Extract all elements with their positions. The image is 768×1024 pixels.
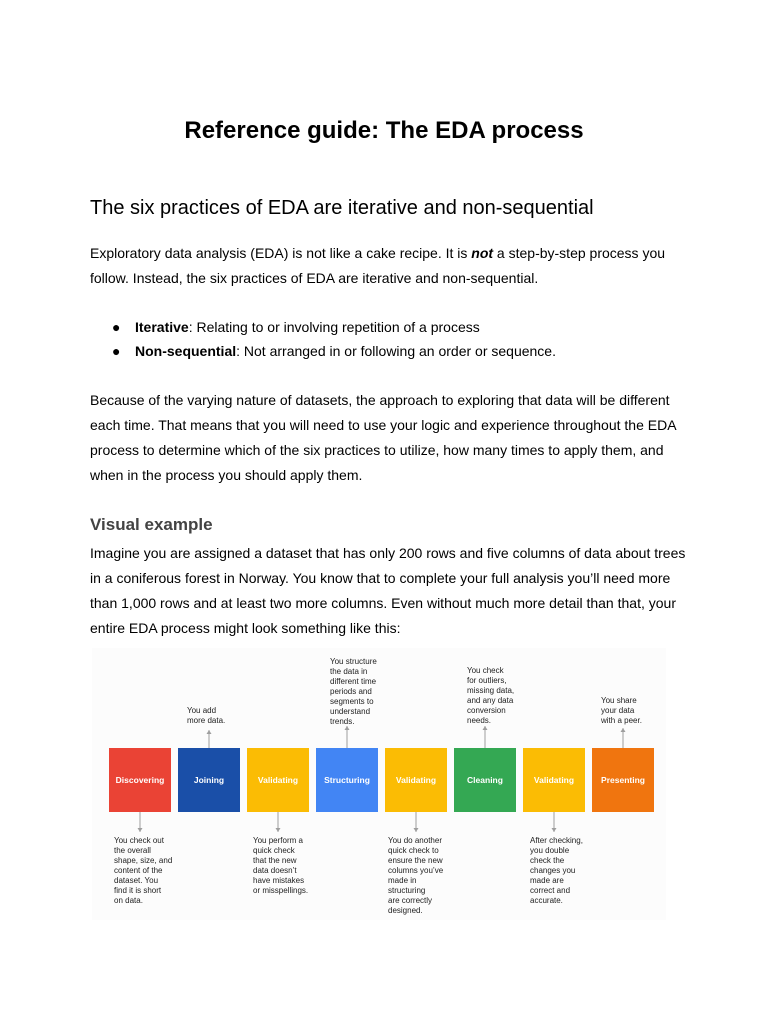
step-cleaning: Cleaning [454,748,516,812]
intro-emphasis: not [471,245,494,261]
definition-term: Non-sequential [135,343,237,359]
bullet-icon: ● [112,319,121,335]
definition-item [90,315,556,339]
intro-text-1: Exploratory data analysis (EDA) is not like a cake recipe. It is [90,245,472,261]
section-heading: The six practices of EDA are iterative and non-sequential [90,197,594,219]
step-validating: Validating [385,748,447,812]
arrow-down-icon [276,828,281,832]
note-validating-2: You do another quick check to ensure the new columns you’ve made in structuring are correctly designed. [388,836,444,915]
note-joining: You add more data. [187,706,226,725]
body-paragraph: Because of the varying nature of datasets, the approach to exploring that data will be different each time. That means that you will need to use your logic and experience throughout the EDA process to determine which of the six practices to utilize, how many times to apply them, and when in the process you should apply them. [90,392,676,483]
arrow-up-icon [207,730,212,734]
arrow-down-icon [138,828,143,832]
step-structuring: Structuring [316,748,378,812]
bullet-icon: ● [112,343,121,359]
note-validating-3: After checking, you double check the changes you made are correct and accurate. [530,836,583,905]
definition-list [90,315,556,363]
arrow-up-icon [483,726,488,730]
arrow-down-icon [552,828,557,832]
definition-text: : Relating to or involving repetition of a process [188,319,480,335]
note-structuring: You structure the data in different time periods and segments to understand trends. [330,657,377,726]
note-discovering: You check out the overall shape, size, and content of the dataset. You find it is short on data. [114,836,173,905]
step-validating: Validating [523,748,585,812]
definition-item [90,339,556,363]
arrow-down-icon [414,828,419,832]
intro-paragraph [90,241,690,291]
intro-text-2: a step-by-step process you follow. Instead, the six practices of EDA are iterative and non-sequential. [90,245,666,286]
step-discovering: Discovering [109,748,171,812]
eda-process-diagram [92,648,666,920]
step-presenting: Presenting [592,748,654,812]
note-validating-1: You perform a quick check that the new data doesn’t have mistakes or misspellings. [253,836,309,895]
definition-term: Iterative [135,319,189,335]
definition-text: : Not arranged in or following an order or sequence. [236,343,556,359]
page-title: Reference guide: The EDA process [184,117,584,144]
step-joining: Joining [178,748,240,812]
arrow-up-icon [621,728,626,732]
note-presenting: You share your data with a peer. [601,696,642,725]
example-paragraph: Imagine you are assigned a dataset that has only 200 rows and five columns of data about trees in a coniferous forest in Norway. You know that to complete your full analysis you’ll need more than 1,000 rows and at least two more columns. Even without much more detail than that, your entire EDA process might look something like this: [90,545,686,636]
note-cleaning: You check for outliers, missing data, and any data conversion needs. [467,666,515,725]
subsection-heading: Visual example [90,515,213,534]
step-validating: Validating [247,748,309,812]
